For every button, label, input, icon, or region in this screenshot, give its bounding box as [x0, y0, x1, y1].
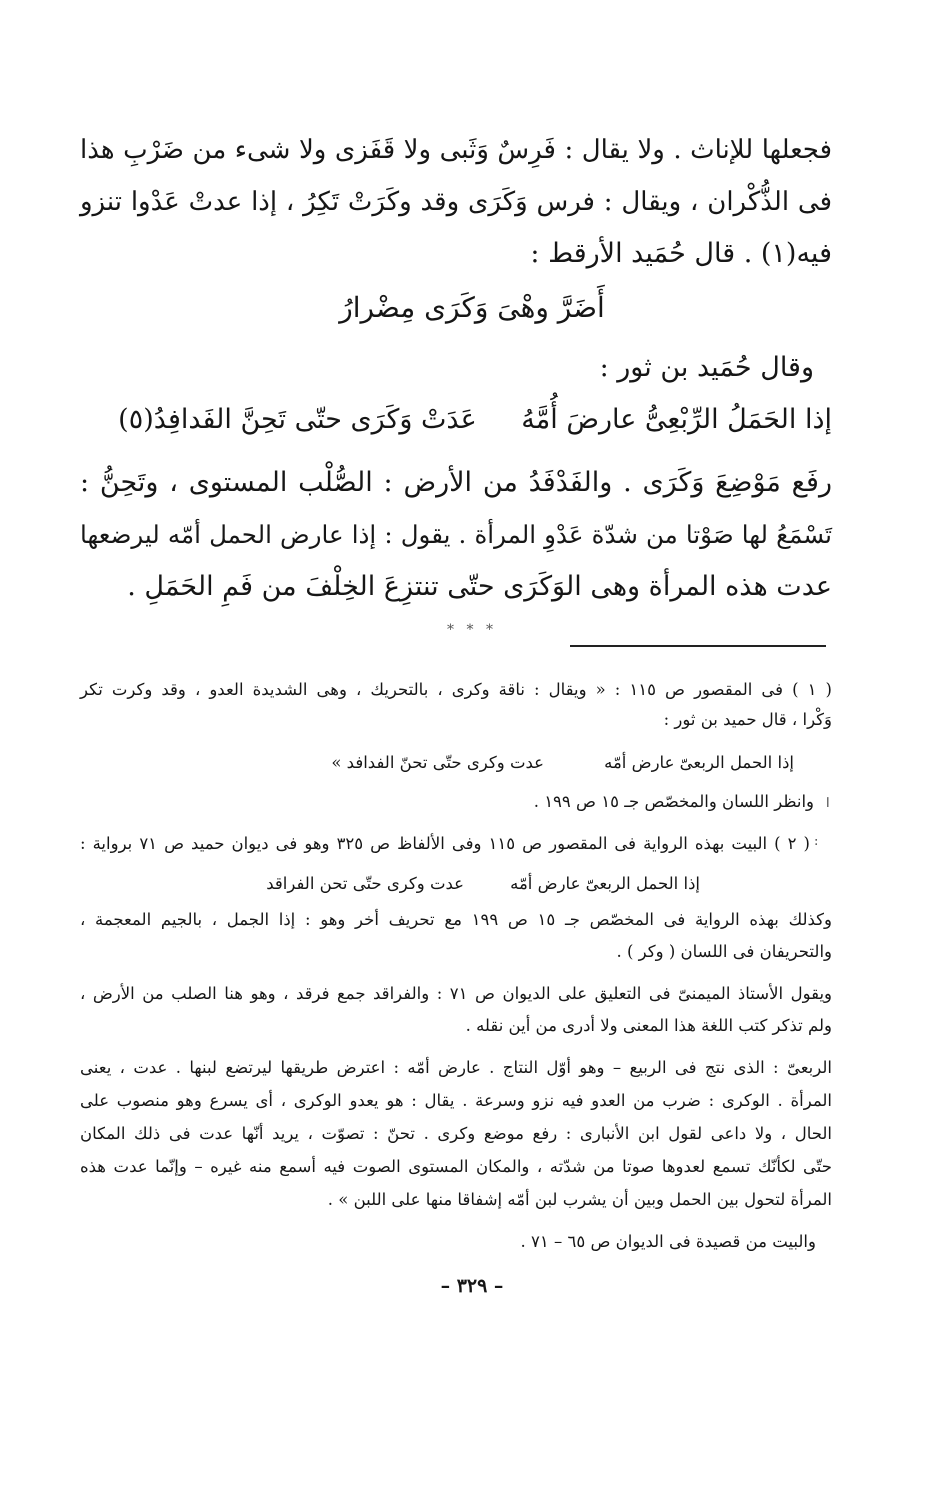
footnote-1-line-3: وانظر اللسان والمخصّص جـ ١٥ ص ١٩٩ .	[533, 792, 814, 811]
body-line-2: فى الذُّكْران ، ويقال : فرس وَكَرَى وقد وكَرَتْ تَكِرُ ، إذا عدتْ عَدْوا تنزو	[80, 187, 832, 217]
footnote-1-line-1: ( ١ ) فى المقصور ص ١١٥ : « ويقال : ناقة وكرى ، بالتحريك ، وهى الشديدة العدو ، وقد وكرت تكر	[80, 680, 832, 699]
footnote-2-line-8: الحال ، ولا داعى لقول ابن الأنبارى : رفع موضع وكرى . تحنّ : تصوّت ، يريد أنّها عدت فى ذلك المكان	[80, 1124, 832, 1143]
footnote-2-line-6: الربعىّ : الذى نتج فى الربيع – وهو أوّل النتاج . عارض أمّه : اعترض طريقها ليرتضع لبنها . عدت ، يعنى	[80, 1058, 832, 1077]
section-separator-stars: * * *	[447, 622, 497, 638]
footnote-1-verse-first: إذا الحمل الربعىّ عارض أمّه	[604, 753, 794, 772]
footnote-2-line-5: ولم تذكر كتب اللغة هذا المعنى ولا أدرى من أين نقله .	[465, 1016, 832, 1035]
verse-1: أَضَرَّ وهْىَ وَكَرَى مِضْرارُ	[339, 291, 605, 324]
body-line-5: تَسْمَعُ لها صَوْتا من شدّة عَدْوِ المرأة . يقول : إذا عارض الحمل أمّه ليرضعها	[80, 520, 832, 549]
verse-2-second-hemistich: عَدَتْ وَكَرَى حتّى تَحِنَّ الفَدافِدُ(٥)	[118, 404, 477, 435]
body-line-4: رفَع مَوْضِعَ وَكَرَى . والفَدْفَدُ من الأرض : الصُّلْب المستوى ، وتَحِنُّ :	[80, 467, 832, 498]
footnote-rule	[570, 645, 826, 647]
footnote-2-line-11: والبيت من قصيدة فى الديوان ص ٦٥ – ٧١ .	[520, 1232, 816, 1251]
footnote-2-line-3: والتحريفان فى اللسان ( وكر ) .	[616, 942, 832, 961]
verse-2	[80, 394, 832, 446]
footnote-2-verse-second: عدت وكرى حتّى تحن الفراقد	[266, 874, 464, 893]
footnote-2-verse-first: إذا الحمل الربعىّ عارض أمّه	[510, 874, 700, 893]
footnote-1-verse-second: عدت وكرى حتّى تحنّ الفدافد »	[331, 753, 544, 772]
page-number: – ٣٢٩ –	[440, 1275, 504, 1297]
footnote-2-line-10: المرأة لتحول بين الحمل وبين أن يشرب لبن أمّه إشفاقا منها على اللبن » .	[327, 1190, 832, 1209]
footnote-2-line-7: المرأة . الوكرى : ضرب من العدو فيه نزو وسرعة . يقال : هو يعدو الوكرى ، أى يسرع وهو منصوب على	[80, 1091, 832, 1110]
verse-2-intro: وقال حُمَيد بن ثور :	[599, 352, 814, 383]
footnote-2-line-9: حتّى لكأنّك تسمع لعدوها صوتا من شدّته ، والمكان المستوى الصوت فيه أسمع منه غيره – وإنّما عدت هذه	[80, 1157, 832, 1176]
verse-2-first-hemistich: إذا الحَمَلُ الرِّبْعِىُّ عارضَ أُمَّهُ	[521, 404, 832, 435]
body-line-6: عدت هذه المرأة وهى الوَكَرَى حتّى تنتزِعَ الخِلْفَ من فَمِ الحَمَلِ .	[127, 571, 832, 602]
footnote-1-line-2: وَكْرا ، قال حميد بن ثور :	[663, 710, 832, 729]
footnote-2-line-4: ويقول الأستاذ الميمنىّ فى التعليق على الديوان ص ٧١ : والفراقد جمع فرقد ، وهو هنا الصلب من الأرض ،	[80, 984, 833, 1003]
footnote-2-line-2: وكذلك بهذه الرواية فى المخصّص جـ ١٥ ص ١٩٩ مع تحريف أخر وهو : إذا الجمل ، بالجيم المعجمة ،	[80, 910, 832, 929]
margin-mark-2: :	[814, 834, 819, 849]
margin-mark-1: ا	[826, 796, 830, 811]
body-line-1: فجعلها للإناث . ولا يقال : فَرِسٌ وَثَبى ولا قَفَزى ولا شىء من ضَرْبِ هذا	[80, 135, 832, 165]
body-line-3: فيه(١) . قال حُمَيد الأرقط :	[530, 238, 832, 269]
footnote-2-line-1: ( ٢ ) البيت بهذه الرواية فى المقصور ص ١١٥ وفى الألفاظ ص ٣٢٥ وهو فى ديوان حميد ص ٧١ برواية :	[80, 834, 810, 853]
